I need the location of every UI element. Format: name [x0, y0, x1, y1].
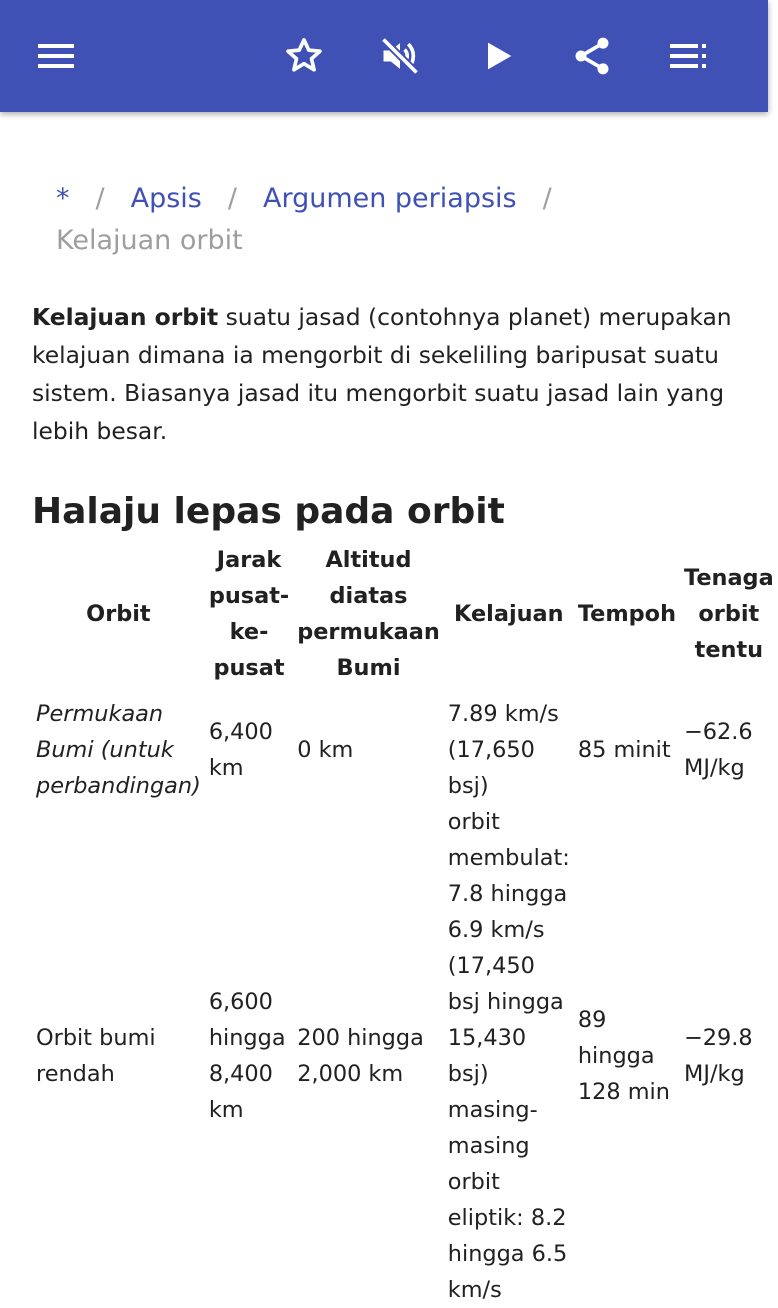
- section-title: Halaju lepas pada orbit: [32, 491, 505, 532]
- table-cell: 6,400 km: [208, 719, 273, 781]
- table-cell: Orbit bumi rendah: [36, 1025, 156, 1087]
- table-cell: −29.8 MJ/kg: [684, 1025, 753, 1087]
- favorite-button[interactable]: [276, 28, 332, 84]
- intro-term: Kelajuan orbit: [32, 303, 219, 331]
- column-header-period: Tempoh: [577, 601, 677, 627]
- orbit-table: [32, 542, 778, 1308]
- menu-icon: [36, 36, 76, 76]
- table-row: [32, 804, 778, 1308]
- play-button[interactable]: [470, 28, 526, 84]
- breadcrumb-separator: /: [227, 183, 237, 214]
- table-cell: −62.6 MJ/kg: [684, 719, 753, 781]
- star-icon: [282, 34, 326, 78]
- breadcrumb-item-apsis[interactable]: Apsis: [130, 183, 202, 214]
- column-header-speed: Kelajuan: [454, 601, 564, 627]
- table-cell: 6,600 hingga 8,400 km: [208, 989, 286, 1123]
- share-button[interactable]: [564, 28, 620, 84]
- share-icon: [570, 34, 614, 78]
- table-cell: 0 km: [297, 737, 354, 763]
- table-cell: Permukaan Bumi (untuk perbandingan): [36, 701, 201, 799]
- mute-button[interactable]: [372, 28, 428, 84]
- intro-paragraph: [32, 298, 736, 450]
- list-icon: [668, 36, 708, 76]
- table-cell: orbit membulat: 7.8 hingga 6.9 km/s (17,450 bsj hingga 15,430 bsj) masing-masing orbit eliptik: 8.2 hingga 6.5 km/s: [447, 809, 570, 1303]
- breadcrumb-separator: /: [95, 183, 105, 214]
- volume-off-icon: [378, 34, 422, 78]
- article-content: [0, 112, 774, 1303]
- table-header-row: [32, 542, 778, 696]
- menu-button[interactable]: [28, 28, 84, 84]
- intro-text: suatu jasad (contohnya planet) merupakan kelajuan dimana ia mengorbit di sekeliling baripusat suatu sistem. Biasanya jasad itu mengorbit suatu jasad lain yang lebih besar.: [32, 303, 732, 445]
- table-cell: 7.89 km/s (17,650 bsj): [447, 701, 559, 799]
- breadcrumb: [56, 178, 736, 262]
- column-header-altitude: Altitud diatas permukaan Bumi: [297, 547, 440, 681]
- breadcrumb-current: Kelajuan orbit: [56, 225, 243, 256]
- breadcrumb-home[interactable]: *: [56, 183, 70, 214]
- table-cell: 89 hingga 128 min: [577, 1007, 670, 1105]
- table-cell: 85 minit: [577, 737, 671, 763]
- column-header-orbit: Orbit: [86, 601, 151, 627]
- breadcrumb-separator: /: [542, 183, 552, 214]
- contents-button[interactable]: [660, 28, 716, 84]
- play-icon: [478, 36, 518, 76]
- breadcrumb-item-argumen-periapsis[interactable]: Argumen periapsis: [262, 183, 517, 214]
- column-header-energy: Tenaga orbit tentu: [684, 565, 774, 663]
- app-bar: [0, 0, 768, 112]
- table-cell: 200 hingga 2,000 km: [297, 1025, 424, 1087]
- column-header-distance: Jarak pusat-ke-pusat: [208, 547, 290, 681]
- table-row: [32, 696, 778, 804]
